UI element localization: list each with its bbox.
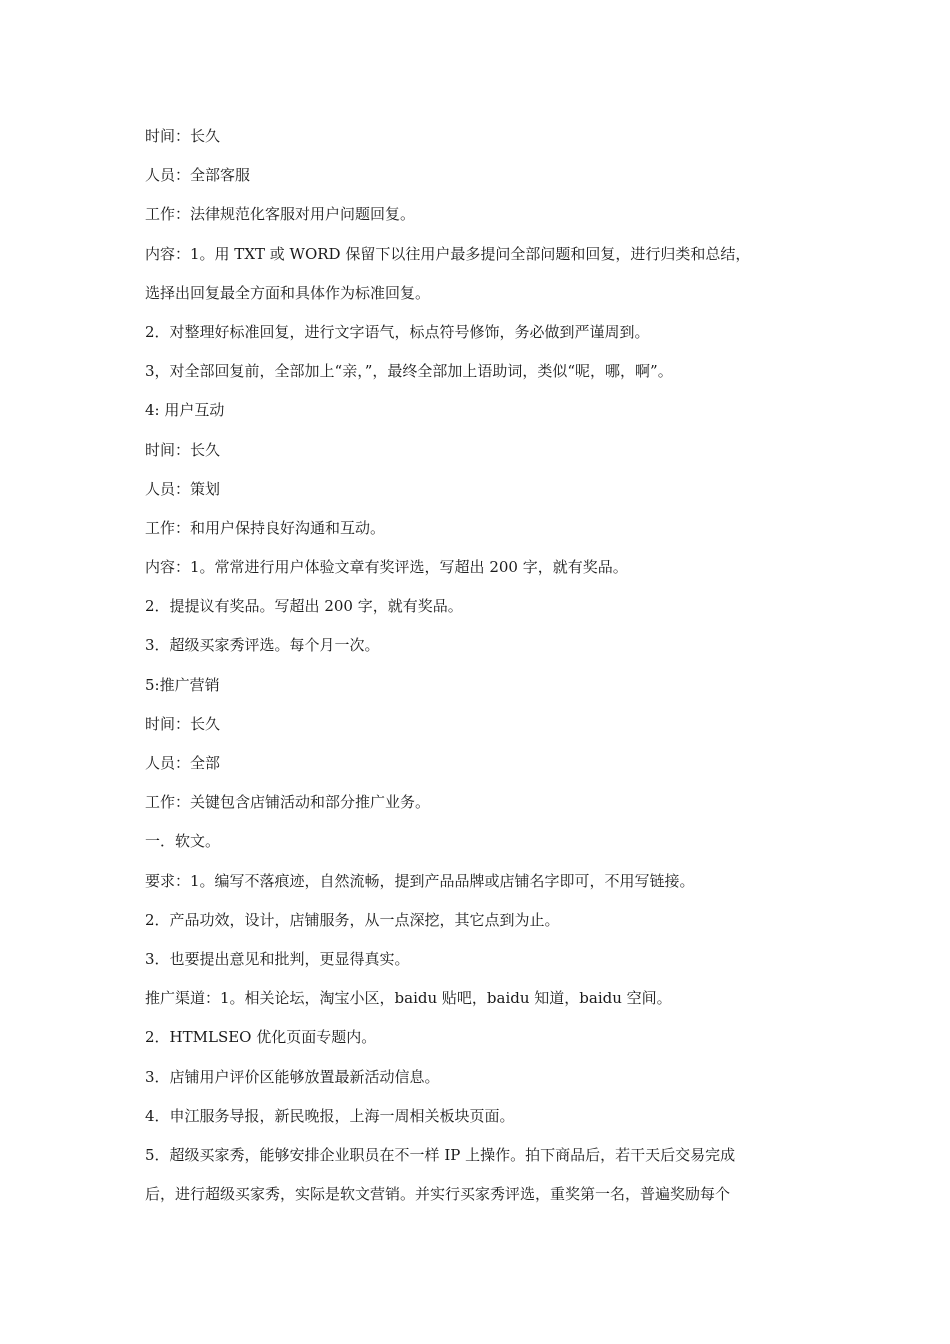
text-line: 要求：1。编写不落痕迹，自然流畅，提到产品品牌或店铺名字即可，不用写链接。 [145, 871, 695, 890]
text-line: 人员：全部客服 [145, 166, 251, 185]
text-line: 后，进行超级买家秀，实际是软文营销。并实行买家秀评选，重奖第一名，普遍奖励每个 [145, 1185, 731, 1204]
text-line: 人员：策划 [145, 479, 221, 498]
text-line: 4．申江服务导报，新民晚报，上海一周相关板块页面。 [145, 1106, 515, 1125]
text-line: 2．HTMLSEO 优化页面专题内。 [145, 1028, 377, 1047]
text-line: 推广渠道：1。相关论坛，淘宝小区，baidu 贴吧，baidu 知道，baidu 空间。 [145, 989, 672, 1008]
text-line: 5．超级买家秀，能够安排企业职员在不一样 IP 上操作。拍下商品后，若干天后交易完成 [145, 1145, 736, 1164]
text-line: 内容：1。常常进行用户体验文章有奖评选，写超出 200 字，就有奖品。 [145, 558, 628, 577]
text-line: 人员：全部 [145, 754, 221, 772]
subsection-heading: 一．软文。 [145, 832, 221, 851]
text-line: 3．店铺用户评价区能够放置最新活动信息。 [145, 1067, 440, 1086]
text-line: 3．也要提出意见和批判，更显得真实。 [145, 949, 410, 968]
document-body [145, 122, 815, 1219]
text-line: 2．产品功效，设计，店铺服务，从一点深挖，其它点到为止。 [145, 910, 560, 929]
text-line: 内容：1。用 TXT 或 WORD 保留下以往用户最多提问全部问题和回复，进行归类和总结， [145, 244, 751, 263]
text-line: 选择出回复最全方面和具体作为标准回复。 [145, 283, 431, 302]
section-heading: 5:推广营销 [145, 675, 220, 694]
text-line: 工作：和用户保持良好沟通和互动。 [145, 518, 386, 537]
text-line: 时间：长久 [145, 714, 221, 733]
text-line: 工作：关键包含店铺活动和部分推广业务。 [145, 793, 431, 812]
section-heading: 4: 用户互动 [145, 401, 225, 420]
text-line: 时间：长久 [145, 127, 221, 145]
text-line: 2．提提议有奖品。写超出 200 字，就有奖品。 [145, 597, 463, 616]
text-line: 2．对整理好标准回复，进行文字语气，标点符号修饰，务必做到严谨周到。 [145, 322, 650, 341]
text-line: 工作：法律规范化客服对用户问题回复。 [145, 205, 416, 224]
text-line: 3．超级买家秀评选。每个月一次。 [145, 636, 380, 655]
text-line: 3，对全部回复前，全部加上“亲，”，最终全部加上语助词，类似“呢，哪，啊”。 [145, 362, 673, 381]
text-line: 时间：长久 [145, 440, 221, 459]
